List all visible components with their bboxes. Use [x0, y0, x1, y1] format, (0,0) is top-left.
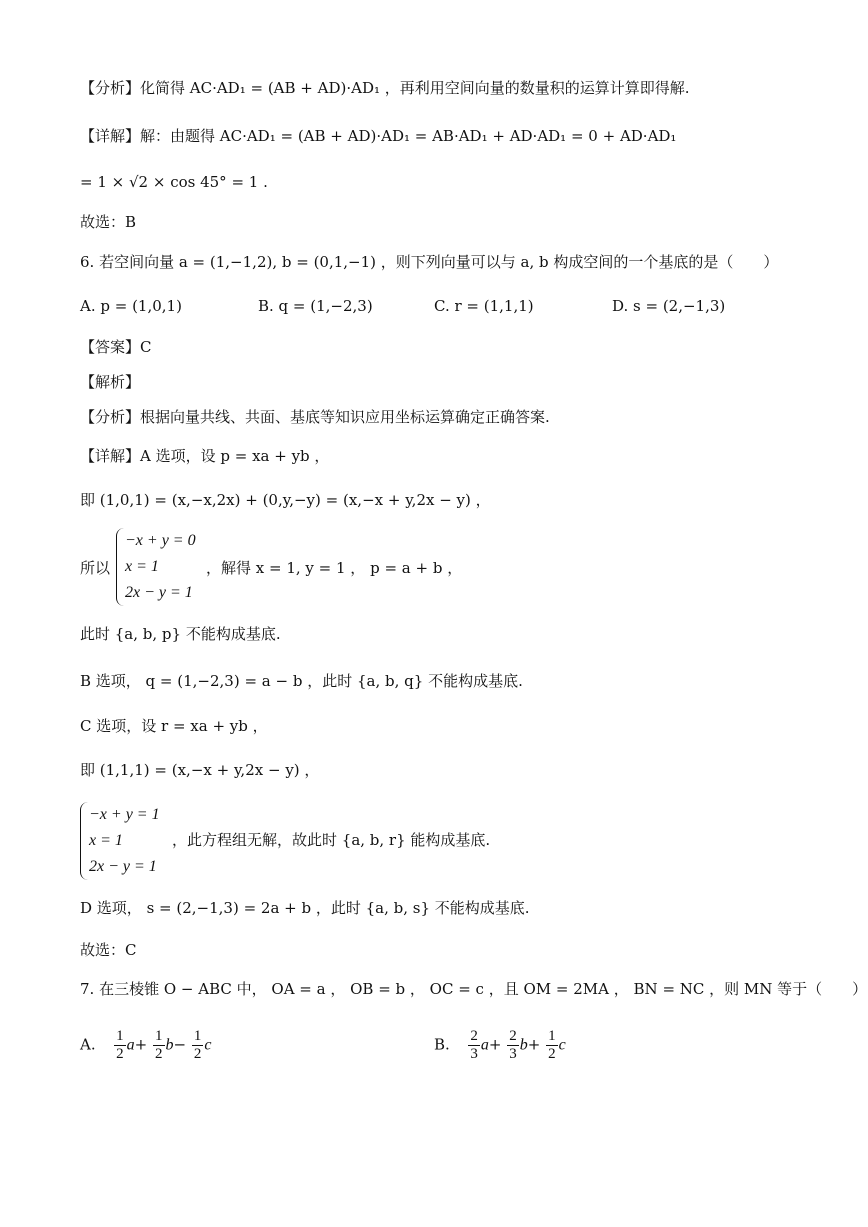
q6-system-c-eq1: −x + y = 1: [89, 806, 160, 823]
q7-b-frac2: $\frac{2}{3}$: [509, 1028, 517, 1062]
q6-answer: 【答案】C: [80, 338, 152, 356]
q6-system-a: [116, 528, 196, 606]
q6-option-c-detail-1: C 选项，设 r = xa + yb ，: [80, 717, 268, 735]
q6-jiexi-heading: 【解析】: [80, 373, 141, 391]
q6-equation-a: 即 (1,0,1) = (x,−x,2x) + (0,y,−y) = (x,−x + y,2x − y) ，: [80, 491, 491, 509]
q6-system-a-eq2: x = 1: [125, 558, 159, 575]
q5-analysis: 【分析】化简得 AC·AD₁ = (AB + AD)·AD₁ ，再利用空间向量的数量积的运算计算即得解.: [80, 79, 690, 97]
q6-stem: 6. 若空间向量 a = (1,−1,2), b = (0,1,−1) ，则下列向量可以与 a, b 构成空间的一个基底的是（ ）: [80, 253, 779, 271]
q7-b-frac1: $\frac{2}{3}$: [470, 1028, 478, 1062]
q6-option-b-detail: B 选项， q = (1,−2,3) = a − b ，此时 {a, b, q} 不能构成基底.: [80, 672, 523, 690]
q6-system-a-prefix: 所以: [80, 559, 111, 577]
q6-system-a-suffix: ，解得 x = 1, y = 1 ， p = a + b ，: [206, 559, 463, 577]
q6-system-c-eq2: x = 1: [89, 832, 123, 849]
q7-option-b-label: B.: [434, 1035, 450, 1054]
q5-detail-line2: = 1 × √2 × cos 45° = 1 .: [80, 173, 268, 191]
q5-choice: 故选：B: [80, 213, 137, 231]
q6-system-a-eq3: 2x − y = 1: [125, 584, 193, 601]
q6-option-b: B. q = (1,−2,3): [258, 297, 373, 315]
q6-option-c-detail-2: 即 (1,1,1) = (x,−x + y,2x − y) ，: [80, 761, 320, 779]
q7-a-frac3: $\frac{1}{2}$: [193, 1028, 202, 1062]
q7-a-frac2: $\frac{1}{2}$: [155, 1028, 163, 1062]
q6-option-c: C. r = (1,1,1): [434, 297, 534, 315]
q6-system-a-eq1: −x + y = 0: [125, 532, 196, 549]
q6-system-c-suffix: ，此方程组无解，故此时 {a, b, r} 能构成基底.: [172, 831, 491, 849]
q6-option-a: A. p = (1,0,1): [80, 297, 182, 315]
q7-a-frac1: $\frac{1}{2}$: [116, 1028, 124, 1062]
q5-detail-line1: 【详解】解：由题得 AC·AD₁ = (AB + AD)·AD₁ = AB·AD₁ + AD·AD₁ = 0 + AD·AD₁: [80, 127, 677, 145]
q6-system-c-eq3: 2x − y = 1: [89, 858, 157, 875]
q6-option-d-detail: D 选项， s = (2,−1,3) = 2a + b ，此时 {a, b, s} 不能构成基底.: [80, 899, 530, 917]
q7-option-a: A. $\frac{1}{2}$ a+ $\frac{1}{2}$ b− $\frac{1}{2}$ c: [80, 1028, 212, 1062]
q7-option-a-label: A.: [80, 1035, 96, 1054]
q7-stem: 7. 在三棱锥 O − ABC 中， OA = a ， OB = b ， OC = c ，且 OM = 2MA ， BN = NC ，则 MN 等于（ ）: [80, 980, 868, 998]
q6-conclusion-a: 此时 {a, b, p} 不能构成基底.: [80, 625, 281, 643]
q6-option-d: D. s = (2,−1,3): [612, 297, 726, 315]
q7-option-b: B. $\frac{2}{3}$ a+ $\frac{2}{3}$ b+ $\frac{1}{2}$ c: [434, 1028, 566, 1062]
q6-detail-a: 【详解】A 选项，设 p = xa + yb ，: [80, 447, 330, 465]
q7-b-frac3: $\frac{1}{2}$: [548, 1028, 556, 1062]
q6-choice: 故选：C: [80, 941, 137, 959]
q6-analysis: 【分析】根据向量共线、共面、基底等知识应用坐标运算确定正确答案.: [80, 408, 550, 426]
q6-system-c: [80, 802, 160, 880]
